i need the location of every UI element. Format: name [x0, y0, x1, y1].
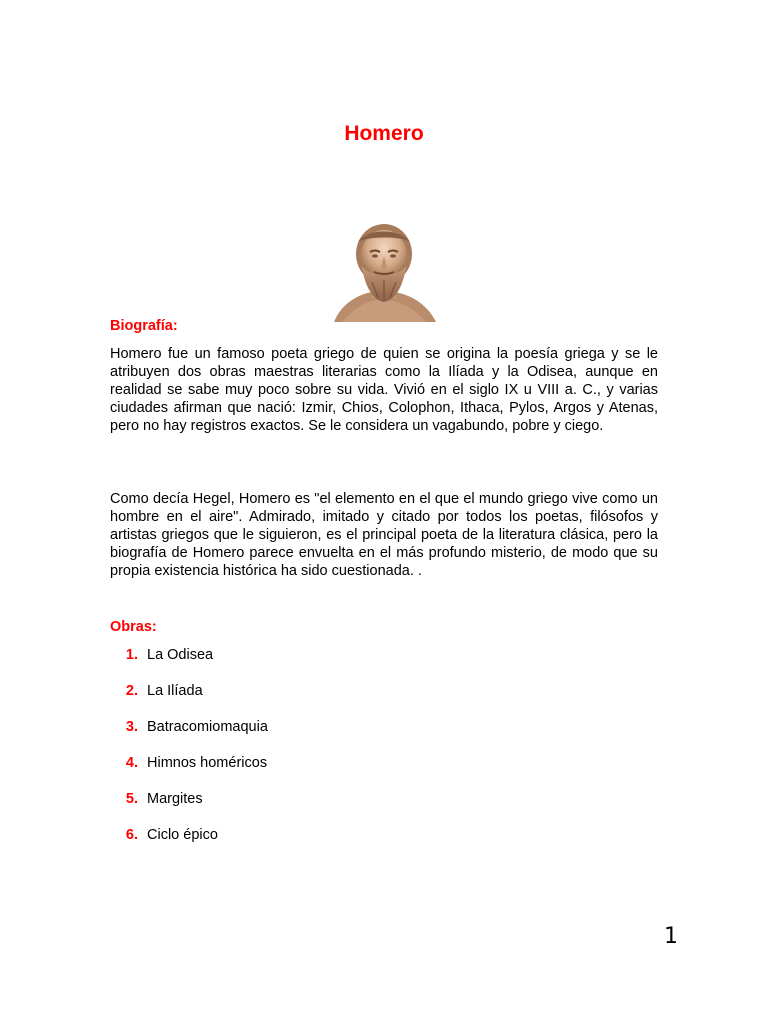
- list-item-number: 5.: [125, 791, 138, 807]
- list-item-label: Batracomiomaquia: [147, 719, 268, 735]
- list-item-label: La Odisea: [147, 647, 214, 663]
- list-item-number: 4.: [125, 755, 138, 771]
- list-item: [110, 718, 268, 754]
- bust-of-homer-icon: [312, 222, 454, 322]
- list-item: [110, 754, 268, 790]
- works-heading: Obras:: [110, 619, 157, 635]
- page-title: Homero: [344, 122, 424, 145]
- biography-heading: Biografía:: [110, 318, 178, 334]
- biography-paragraph-2: Como decía Hegel, Homero es "el elemento en el que el mundo griego vive como un hombre en el aire". Admirado, imitado y citado por todos los poetas, filósofos y artistas griegos que le siguieron, es el principal poeta de la literatura clásica, pero la biografía de Homero parece envuelta en el más profundo misterio, de modo que su propia existencia histórica ha sido cuestionada. .: [110, 491, 658, 580]
- list-item: [110, 646, 268, 682]
- list-item: [110, 790, 268, 826]
- page-number: 1: [664, 924, 678, 949]
- list-item-number: 2.: [125, 683, 138, 699]
- biography-paragraph-1: Homero fue un famoso poeta griego de quien se origina la poesía griega y se le atribuyen dos obras maestras literarias como la Ilíada y la Odisea, aunque en realidad se sabe muy poco sobre su vida. Vivió en el siglo IX u VIII a. C., y varias ciudades afirman que nació: Izmir, Chios, Colophon, Ithaca, Pylos, Argos y Atenas, pero no hay registros exactos. Se le considera un vagabundo, pobre y ciego.: [110, 346, 658, 435]
- list-item-number: 1.: [125, 647, 138, 663]
- list-item-number: 6.: [125, 827, 138, 843]
- list-item-label: Margites: [147, 791, 203, 807]
- list-item-label: La Ilíada: [147, 683, 203, 699]
- list-item: [110, 682, 268, 718]
- list-item-number: 3.: [125, 719, 138, 735]
- list-item-label: Ciclo épico: [147, 827, 218, 843]
- list-item: [110, 826, 268, 862]
- works-list: [110, 646, 268, 862]
- list-item-label: Himnos homéricos: [147, 755, 268, 771]
